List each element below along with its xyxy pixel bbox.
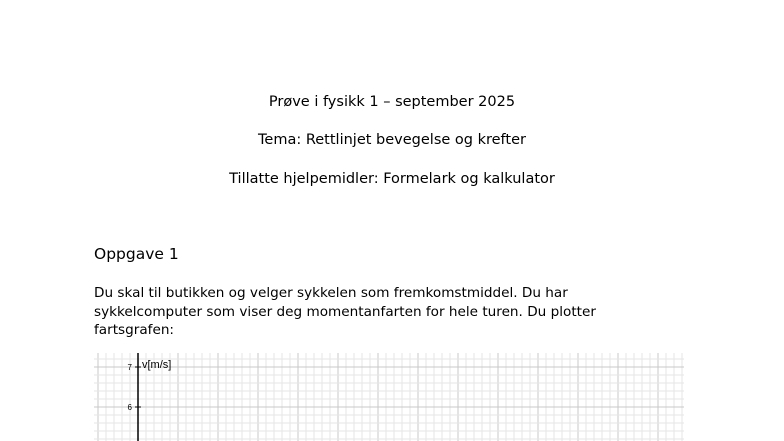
speed-graph xyxy=(94,353,684,441)
y-axis-label: v[m/s] xyxy=(142,359,172,371)
task-text-line: sykkelcomputer som viser deg momentanfarten for hele turen. Du plotter xyxy=(94,303,596,320)
graph-grid xyxy=(94,353,684,441)
y-tick-label: 7 xyxy=(127,363,132,372)
task-text-line: Du skal til butikken og velger sykkelen som fremkomstmiddel. Du har xyxy=(94,285,568,301)
test-title: Prøve i fysikk 1 – september 2025 xyxy=(268,94,516,110)
task-text-line: fartsgrafen: xyxy=(94,322,175,338)
speed-graph-svg xyxy=(94,353,684,441)
test-topic: Tema: Rettlinjet bevegelse og krefter xyxy=(258,132,526,148)
task-heading: Oppgave 1 xyxy=(94,245,179,263)
allowed-aids: Tillatte hjelpemidler: Formelark og kalkulator xyxy=(229,171,555,187)
y-tick-label: 6 xyxy=(127,403,132,412)
task-text xyxy=(94,284,694,340)
